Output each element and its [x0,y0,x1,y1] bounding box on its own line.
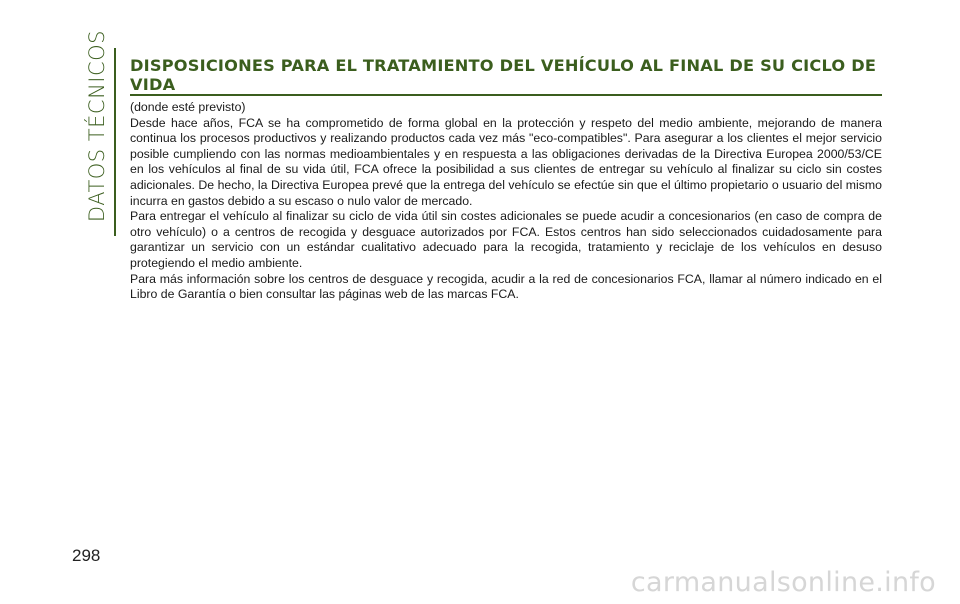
section-divider [114,48,116,236]
body-text [130,100,882,303]
paragraph: (donde esté previsto) [130,100,246,114]
heading-rule [130,94,882,96]
paragraph: Desde hace años, FCA se ha comprometido de forma global en la protección y respeto del medio ambiente, mejorando de manera continua los procesos productivos y realizando productos cada vez más "eco-compatibles". Para asegurar a los clientes el mejor servicio posible cumpliendo con las normas medioambientales y en respuesta a las obligaciones derivadas de la Directiva Europea 2000/53/CE en los vehículos al final de su vida útil, FCA ofrece la posibilidad a sus clientes de entregar su vehículo al finalizar su ciclo sin costes adicionales. De hecho, la Directiva Europea prevé que la entrega del vehículo se efectúe sin que el último propietario o usuario del mismo incurra en gastos debido a su escaso o nulo valor de mercado. [130,115,882,208]
page-heading: DISPOSICIONES PARA EL TRATAMIENTO DEL VEHÍCULO AL FINAL DE SU CICLO DE VIDA [130,56,877,94]
page-number: 298 [72,546,101,565]
paragraph: Para más información sobre los centros de desguace y recogida, acudir a la red de concesionarios FCA, llamar al número indicado en el Libro de Garantía o bien consultar las páginas web de las marcas FCA. [130,271,882,302]
section-title: DATOS TÉCNICOS [85,30,109,223]
watermark-text: carmanualsonline.info [630,567,936,598]
paragraph: Para entregar el vehículo al finalizar su ciclo de vida útil sin costes adicionales se puede acudir a concesionarios (en caso de compra de otro vehículo) o a centros de recogida y desguace autorizados por FCA. Estos centros han sido seleccionados cuidadosamente para garantizar un servicio con un estándar cualitativo adecuado para la recogida, tratamiento y reciclaje de los vehículos en desuso protegiendo el medio ambiente. [130,209,882,270]
section-tab [80,30,114,238]
